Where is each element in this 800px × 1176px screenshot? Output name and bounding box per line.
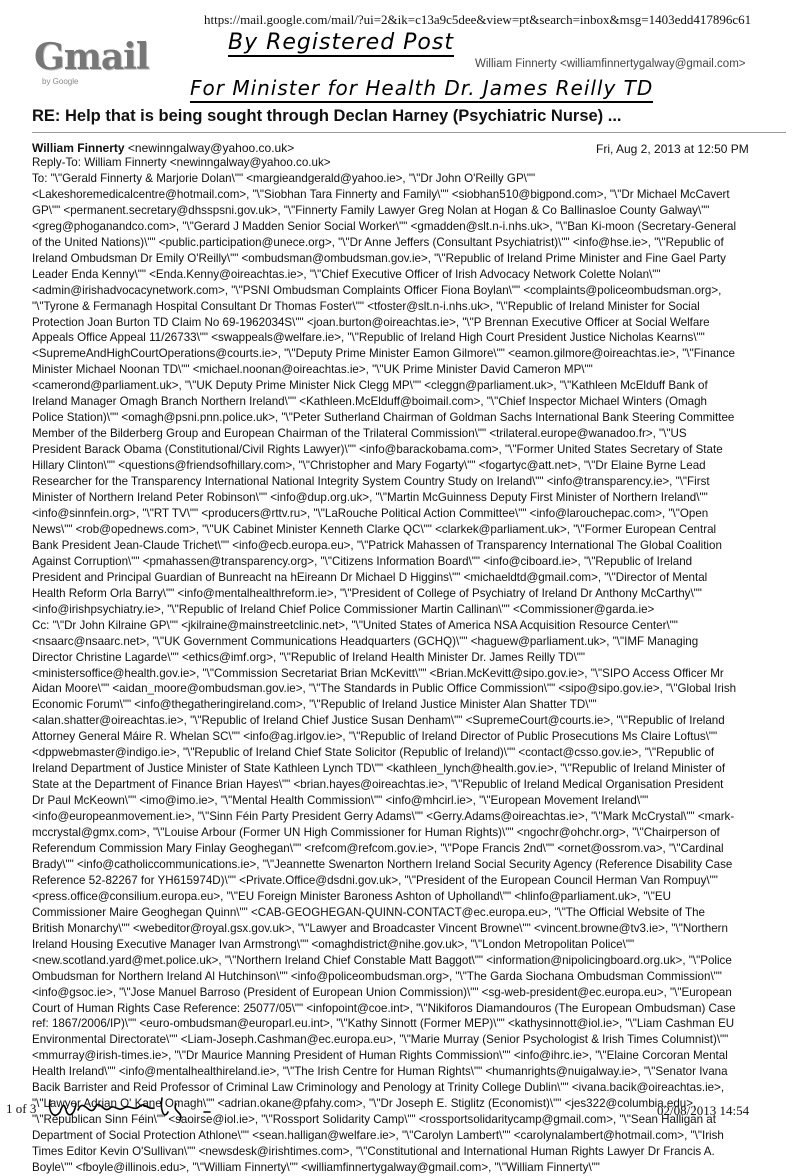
recipient-line: Director Christine Lagarde\"" <ethics@imf.org>, "\"Republic of Ireland Health Minister Dr. James Reilly TD\"" <box>32 650 586 664</box>
recipient-line: <info@gsoc.ie>, "\"Jose Manuel Barroso (President of European Union Commission)\"" <sg-web-president@ec.europa.eu>, "\"European <box>32 985 732 999</box>
url-line: https://mail.google.com/mail/?ui=2&ik=c13a9c5dee&view=pt&search=inbox&msg=1403edd417896c61 <box>204 12 752 27</box>
recipient-line: Ireland Ombudsman Dr Emily O'Reilly\"" <ombudsman@ombudsman.gov.ie>, "\"Republic of Ireland Prime Minister and Fine Gael Party <box>32 251 726 265</box>
recipient-line: <greg@phoganandco.com>, "\"Gerard J Madden Senior Social Worker\"" <gmadden@slt.n-i.nhs.uk>, "\"Ban Ki-moon (Secretary-General <box>32 219 737 233</box>
recipient-line: Health Reform Orla Barry\"" <info@mentalhealthreform.ie>, "\"President of College of Psychiatry of Ireland Dr Anthony McCarthy\"" <box>32 586 702 600</box>
recipient-line: <SupremeAndHighCourtOperations@courts.ie>, "\"Deputy Prime Minister Eamon Gilmore\"" <eamon.gilmore@oireachtas.ie>, "\"Finance <box>32 347 735 361</box>
recipient-line: Ombudsman for Northern Ireland Al Hutchinson\"" <info@policeombudsman.org>, "\"The Garda Siochana Ombudsman Commission\"" <box>32 969 722 983</box>
recipient-line: mccrystal@gmx.com>, "\"Louise Arbour (Former UN High Commissioner for Human Rights)\"" <ngochr@ohchr.org>, "\"Chairperson of <box>32 826 720 840</box>
recipient-line: Boyle\"" <fboyle@illinois.edu>, "\"William Finnerty\"" <williamfinnertygalway@gmail.com>, "\"William Finnerty\"" <box>32 1161 600 1175</box>
recipient-line: Against Corruption\"" <pmahassen@transparency.org>, "\"Citizens Information Board\"" <info@ciboard.ie>, "\"Republic of Ireland <box>32 554 693 568</box>
recipient-line: Commissioner Maire Geoghegan Quinn\"" <CAB-GEOGHEGAN-QUINN-CONTACT@ec.europa.eu>, "\"The Official Website of The <box>32 905 705 919</box>
recipient-line: Economic Forum\"" <info@thegatheringireland.com>, "\"Republic of Ireland Justice Minister Alan Shatter TD\"" <box>32 698 597 712</box>
recipient-line: "\"Tyrone & Fermanagh Hospital Consultant Dr Thomas Foster\"" <tfoster@slt.n-i.nhs.uk>, "\"Republic of Ireland Minister for Social <box>32 299 700 313</box>
recipient-line: <info@irishpsychiatry.ie>, "\"Republic of Ireland Chief Police Commissioner Martin Callinan\"" <Commissioner@garda.ie> <box>32 602 655 616</box>
recipient-line: British Monarchy\"" <webeditor@royal.gsx.gov.uk>, "\"Lawyer and Broadcaster Vincent Browne\"" <vincent.browne@tv3.ie>, "\"Northern <box>32 921 728 935</box>
recipient-line: <admin@irishadvocacynetwork.com>, "\"PSNI Ombudsman Complaints Officer Fiona Boylan\"" <complaints@policeombudsman.org>, <box>32 283 722 297</box>
recipient-line: <nsaarc@nsaarc.net>, "\"UK Government Communications Headquarters (GCHQ)\"" <haguew@parliament.uk>, "\"IMF Managing <box>32 634 699 648</box>
recipient-line: GP\"" <permanent.secretary@dhsspsni.gov.uk>, "\"Finnerty Family Lawyer Greg Nolan at Hogan & Co Ballinasloe County Galway\"" <box>32 203 710 217</box>
sender-line <box>32 141 294 155</box>
recipient-line: Cc: "\"Dr John Kilraine GP\"" <jkilraine@mainstreetclinic.net>, "\"United States of America NSA Acquisition Resource Center\"" <box>32 618 678 632</box>
sender-email: <newinngalway@yahoo.co.uk> <box>127 141 295 155</box>
recipient-line: <ministersoffice@health.gov.ie>, "\"Commission Secretariat Brian McKevitt\"" <Brian.McKevitt@sipo.gov.ie>, "\"SIPO Access Officer Mr <box>32 666 724 680</box>
handwritten-signature <box>44 1090 224 1126</box>
recipient-line: <alan.shatter@oireachtas.ie>, "\"Republic of Ireland Chief Justice Susan Denham\"" <SupremeCourt@courts.ie>, "\"Republic of Ireland <box>32 714 725 728</box>
handwritten-registered-post-text: By Registered Post <box>228 30 454 55</box>
recipient-line: "\"Lawyer Adrian O' Kane Omagh\"" <adrian.okane@pfahy.com>, "\"Dr Joseph E. Stiglitz (Economist)\"" <jes322@columbia.edu>, <box>32 1097 697 1111</box>
recipient-line: Environmental Directorate\"" <Liam-Joseph.Cashman@ec.europa.eu>, "\"Marie Murray (Senior Psychologist & Irish Times Columnist)\"" <box>32 1033 729 1047</box>
recipient-line: Times Editor Kevin O'Sullivan\"" <newsdesk@irishtimes.com>, "\"Constitutional and International Human Rights Lawyer Dr Francis A. <box>32 1145 715 1159</box>
recipient-line: Ireland Housing Executive Manager Ivan Armstrong\"" <omaghdistrict@nihe.gov.uk>, "\"London Metropolitan Police\"" <box>32 937 635 951</box>
page-number: 1 of 3 <box>6 1101 37 1116</box>
recipient-line: <new.scotland.yard@met.police.uk>, "\"Northern Ireland Chief Constable Matt Baggot\"" <information@nipolicingboard.org.uk>, "\"Police <box>32 953 732 967</box>
recipient-line: Aidan Moore\"" <aidan_moore@ombudsman.gov.ie>, "\"The Standards in Public Office Commission\"" <sipo@sipo.gov.ie>, "\"Global Irish <box>32 682 737 696</box>
email-subject: RE: Help that is being sought through Declan Harney (Psychiatric Nurse) ... <box>32 107 622 125</box>
recipient-line: Bacik Barrister and Reid Professor of Criminal Law Criminology and Penology at Trinity College Dublin\"" <ivana.bacik@oireachtas.ie>, <box>32 1081 725 1095</box>
recipient-line: Brady\"" <info@catholiccommunications.ie>, "\"Jeannette Swenarton Northern Ireland Social Security Agency (Reference Disability Case <box>32 857 733 871</box>
recipient-line: President Barack Obama (Constitutional/Civil Rights Lawyer)\"" <info@barackobama.com>, "\"Former United States Secretary of State <box>32 443 723 457</box>
recipient-line: Referendum Commission Mary Finlay Geoghegan\"" <refcom@refcom.gov.ie>, "\"Pope Francis 2nd\"" <ornet@ossrom.va>, "\"Cardinal <box>32 841 724 855</box>
recipient-line: <mmurray@irish-times.ie>, "\"Dr Maurice Manning President of Human Rights Commission\"" <info@ihrc.ie>, "\"Elaine Corcoran Mental <box>32 1049 728 1063</box>
recipient-line: <camerond@parliament.uk>, "\"UK Deputy Prime Minister Nick Clegg MP\"" <cleggn@parliament.uk>, "\"Kathleen McElduff Bank of <box>32 379 708 393</box>
reply-to-line: Reply-To: William Finnerty <newinngalway@yahoo.co.uk> <box>32 156 331 169</box>
recipient-line: Minister Michael Noonan TD\"" <michael.noonan@oireachtas.ie>, "\"UK Prime Minister David Cameron MP\"" <box>32 363 593 377</box>
recipient-line: <Lakeshoremedicalcentre@hotmail.com>, "\"Siobhan Tara Finnerty and Family\"" <siobhan510@bigpond.com>, "\"Dr Michael McCavert <box>32 187 730 201</box>
recipient-line: Leader Enda Kenny\"" <Enda.Kenny@oireachtas.ie>, "\"Chief Executive Officer of Irish Advocacy Network Colette Nolan\"" <box>32 267 661 281</box>
recipient-line: Ireland Department of Justice Minister of State Kathleen Lynch TD\"" <kathleen_lynch@health.gov.ie>, "\"Republic of Ireland Minister of <box>32 762 726 776</box>
recipient-line: Hillary Clinton\"" <questions@friendsofhillary.com>, "\"Christopher and Mary Fogarty\"" <fogartyc@att.net>, "\"Dr Elaine Byrne Lead <box>32 459 706 473</box>
recipient-line: State at the Department of Finance Brian Hayes\"" <brian.hayes@oireachtas.ie>, "\"Republic of Ireland Medical Organisation President <box>32 778 724 792</box>
recipient-line: <info@europeanmovement.ie>, "\"Sinn Féin Party President Gerry Adams\"" <Gerry.Adams@oireachtas.ie>, "\"Mark McCrystal\"" <mark- <box>32 810 735 824</box>
sender-name: William Finnerty <box>32 141 125 155</box>
recipient-line: Member of the Bilderberg Group and European Chairman of the Trilateral Commission\"" <trilateral.europe@wanadoo.fr>, "\"US <box>32 427 687 441</box>
recipient-line: Bank President Jean-Claude Trichet\"" <info@ecb.europa.eu>, "\"Patrick Mahassen of Transparency International The Global Coalition <box>32 538 722 552</box>
recipient-line: "\"Republican Sinn Féin\"" <saoirse@iol.ie>, "\"Rossport Solidarity Camp\"" <rossportsolidaritycamp@gmail.com>, "\"Sean Halligan at <box>32 1113 716 1127</box>
header-divider <box>32 132 786 133</box>
gmail-logo <box>32 36 152 88</box>
recipient-line: To: "\"Gerald Finnerty & Marjorie Dolan\"" <margieandgerald@yahoo.ie>, "\"Dr John O'Reilly GP\"" <box>32 171 536 185</box>
recipient-line: <info@sinnfein.org>, "\"RT TV\"" <producers@rttv.ru>, "\"LaRouche Political Action Committee\"" <info@larouchepac.com>, "\"Open <box>32 506 709 520</box>
recipient-line: Court of Human Rights Case Reference: 25077/05\"" <infopoint@coe.int>, "\"Nikiforos Diamandouros (The European Ombudsman) Case <box>32 1001 736 1015</box>
recipient-line: Police Station)\"" <omagh@psni.pnn.police.uk>, "\"Peter Sutherland Chairman of Goldman Sachs International Bank Steering Committee <box>32 411 735 425</box>
gmail-logo-text: Gmail <box>34 36 149 78</box>
recipient-line: Health Ireland\"" <info@mentalhealthireland.ie>, "\"The Irish Centre for Human Rights\"" <humanrights@nuigalway.ie>, "\"Senator Ivana <box>32 1065 728 1079</box>
recipient-line: Ireland Manager Omagh Branch Northern Ireland\"" <Kathleen.McElduff@boimail.com>, "\"Chief Inspector Michael Winters (Omagh <box>32 395 707 409</box>
recipient-line: Protection Joan Burton TD Claim No 69-1962034S\"" <joan.burton@oireachtas.ie>, "\"P Brennan Executive Officer at Social Welfare <box>32 315 710 329</box>
recipient-line: Appeals Office Appeal 11/26733\"" <swappeals@welfare.ie>, "\"Republic of Ireland High Court President Justice Nicholas Kearns\"" <box>32 331 705 345</box>
recipient-line: of the United Nations)\"" <public.participation@unece.org>, "\"Dr Anne Jeffers (Consultant Psychiatrist)\"" <info@hse.ie>, "\"Republic of <box>32 235 724 249</box>
account-label: William Finnerty <williamfinnertygalway@gmail.com> <box>475 58 746 70</box>
handwritten-minister-note: For Minister for Health Dr. James Reilly TD <box>190 76 653 103</box>
recipient-line: Dr Paul McKeown\"" <imo@imo.ie>, "\"Mental Health Commission\"" <info@mhcirl.ie>, "\"European Movement Ireland\"" <box>32 794 649 808</box>
recipient-line: <dppwebmaster@indigo.ie>, "\"Republic of Ireland Chief State Solicitor (Republic of Ireland)\"" <contact@csso.gov.ie>, "\"Republic of <box>32 746 715 760</box>
print-timestamp: 02/08/2013 14:54 <box>657 1103 750 1118</box>
message-date: Fri, Aug 2, 2013 at 12:50 PM <box>596 142 749 156</box>
message-headers <box>32 155 786 1176</box>
recipient-line: ref: 1867/2006/IP)\"" <euro-ombudsman@europarl.eu.int>, "\"Kathy Sinnott (Former MEP)\"" <kathysinnott@iol.ie>, "\"Liam Cashman EU <box>32 1017 735 1031</box>
recipient-line: Attorney General Máire R. Whelan SC\"" <info@ag.irlgov.ie>, "\"Republic of Ireland Director of Public Prosecutions Ms Claire Loftus\"" <box>32 730 718 744</box>
gmail-logo-byline: by Google <box>42 77 79 86</box>
recipient-line: <press.office@consilium.europa.eu>, "\"EU Foreign Minister Baroness Ashton of Upholland\"" <hlinfo@parliament.uk>, "\"EU <box>32 889 671 903</box>
recipient-line: President and Principal Guardian of Bunreacht na hEireann Dr Michael D Higgins\"" <michaeldtd@gmail.com>, "\"Director of Mental <box>32 570 708 584</box>
recipient-line: Minister of Northern Ireland Peter Robinson\"" <info@dup.org.uk>, "\"Martin McGuinness Deputy First Minister of Northern Ireland\"" <box>32 491 708 505</box>
recipient-line: Reference 52-82267 for YH615974D)\"" <Private.Office@dsdni.gov.uk>, "\"President of the European Council Herman Van Rompuy\"" <box>32 873 718 887</box>
recipient-line: Department of Social Protection Athlone\"" <sean.halligan@welfare.ie>, "\"Carolyn Lambert\"" <carolynalambert@hotmail.com>, "\"Irish <box>32 1129 724 1143</box>
recipient-line: Researcher for the Transparency International National Integrity System Country Study on Ireland\"" <info@transparency.ie>, "\"First <box>32 475 710 489</box>
recipient-line: News\"" <rob@opednews.com>, "\"UK Cabinet Minister Kenneth Clarke QC\"" <clarkek@parliament.uk>, "\"Former European Central <box>32 522 717 536</box>
handwritten-registered-post <box>228 30 454 55</box>
